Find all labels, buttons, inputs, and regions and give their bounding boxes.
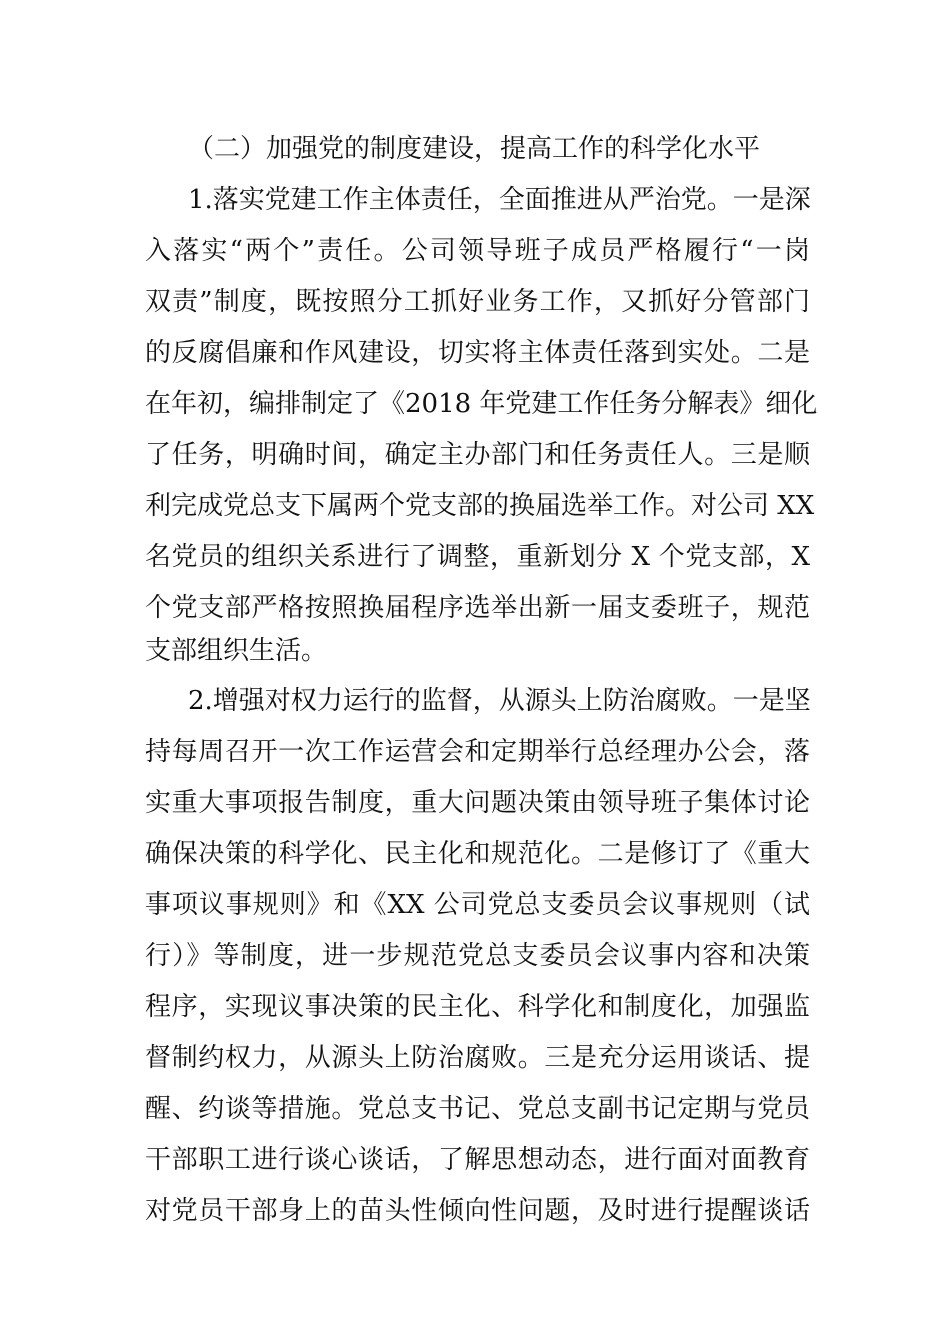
paragraph-2-line: 事项议事规则》和《XX 公司党总支委员会议事规则（试 — [145, 890, 810, 920]
paragraph-1-line: 名党员的组织关系进行了调整，重新划分 X 个党支部，X — [145, 542, 810, 572]
paragraph-2-line: 督制约权力，从源头上防治腐败。三是充分运用谈话、提 — [145, 1043, 810, 1073]
paragraph-2-line: 实重大事项报告制度，重大问题决策由领导班子集体讨论 — [145, 788, 810, 818]
paragraph-1-line: 的反腐倡廉和作风建设，切实将主体责任落到实处。二是 — [145, 338, 810, 368]
paragraph-2-line: 行）》等制度，进一步规范党总支委员会议事内容和决策 — [145, 941, 810, 971]
paragraph-1-line: 了任务，明确时间，确定主办部门和任务责任人。三是顺 — [145, 440, 810, 470]
paragraph-1-line: 在年初，编排制定了《2018 年党建工作任务分解表》细化 — [145, 389, 818, 419]
paragraph-2-line: 醒、约谈等措施。党总支书记、党总支副书记定期与党员 — [145, 1094, 810, 1124]
paragraph-1-line: 入落实“两个”责任。公司领导班子成员严格履行“一岗 — [145, 236, 810, 266]
paragraph-2-line: 2.增强对权力运行的监督，从源头上防治腐败。一是坚 — [188, 686, 811, 716]
section-heading: （二）加强党的制度建设，提高工作的科学化水平 — [188, 134, 761, 164]
paragraph-1-line: 利完成党总支下属两个党支部的换届选举工作。对公司 XX — [145, 491, 815, 521]
paragraph-1-line: 双责”制度，既按照分工抓好业务工作，又抓好分管部门 — [145, 287, 810, 317]
paragraph-2-line: 持每周召开一次工作运营会和定期举行总经理办公会，落 — [145, 737, 810, 767]
paragraph-2-line: 对党员干部身上的苗头性倾向性问题，及时进行提醒谈话 — [145, 1196, 810, 1226]
paragraph-2-line: 确保决策的科学化、民主化和规范化。二是修订了《重大 — [145, 839, 810, 869]
paragraph-1-line: 支部组织生活。 — [145, 636, 328, 666]
paragraph-1-line: 1.落实党建工作主体责任，全面推进从严治党。一是深 — [188, 185, 811, 215]
paragraph-2-line: 程序，实现议事决策的民主化、科学化和制度化，加强监 — [145, 992, 810, 1022]
paragraph-2-line: 干部职工进行谈心谈话，了解思想动态，进行面对面教育 — [145, 1145, 810, 1175]
paragraph-1-line: 个党支部严格按照换届程序选举出新一届支委班子，规范 — [145, 593, 810, 623]
